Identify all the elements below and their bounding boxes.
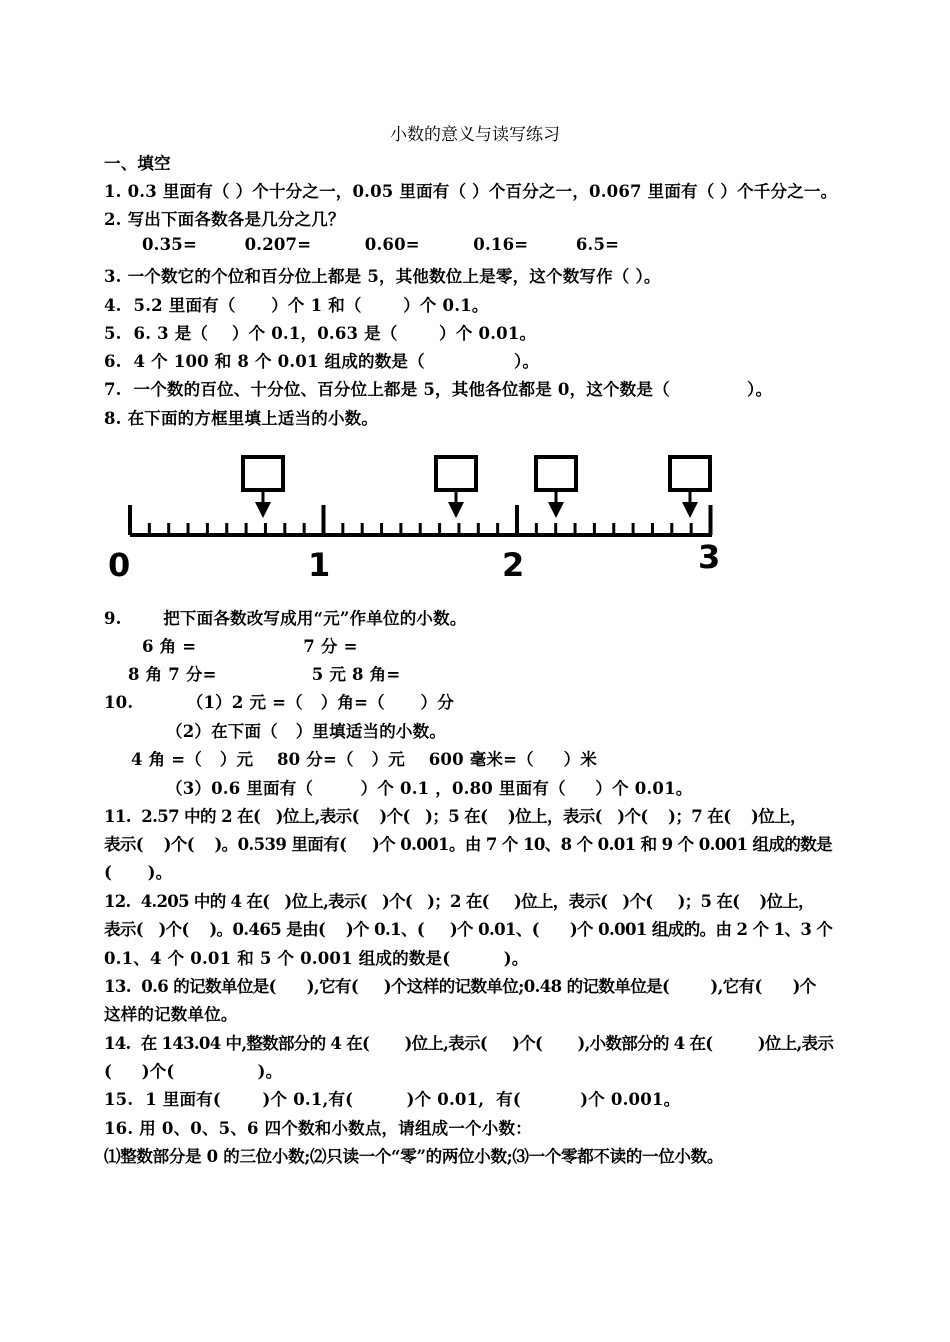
question-9-a: 6 角 = 7 分 = bbox=[142, 637, 358, 656]
number-line-label-0: 0 bbox=[108, 546, 131, 584]
question-13-line-1: 13. 0.6 的记数单位是( ),它有( )个这样的记数单位;0.48 的记数单位是( ),它有( )个 bbox=[104, 977, 816, 996]
question-3: 3. 一个数它的个位和百分位上都是 5，其他数位上是零，这个数写作（ ）。 bbox=[104, 267, 661, 286]
question-5: 5. 6. 3 是（ ）个 0.1，0.63 是（ ）个 0.01。 bbox=[104, 324, 537, 343]
question-9-b: 8 角 7 分= 5 元 8 角= bbox=[128, 665, 401, 684]
question-7: 7. 一个数的百位、十分位、百分位上都是 5，其他各位都是 0，这个数是（ ）。 bbox=[104, 380, 773, 399]
question-16: 16. 用 0、0、5、6 四个数和小数点，请组成一个小数： bbox=[104, 1119, 532, 1138]
answer-box-4 bbox=[670, 457, 710, 518]
question-14-line-1: 14. 在 143.04 中,整数部分的 4 在( )位上,表示( )个( ),小数部分的 4 在( )位上,表示 bbox=[104, 1034, 834, 1053]
question-13-line-2: 这样的记数单位。 bbox=[104, 1005, 238, 1024]
question-11-line-1: 11. 2.57 中的 2 在( )位上,表示( )个( )；5 在( )位上，表示( )个( )；7 在( )位上， bbox=[104, 807, 806, 826]
question-6: 6. 4 个 100 和 8 个 0.01 组成的数是（ ）。 bbox=[104, 352, 540, 371]
question-2-items: 0.35= 0.207= 0.60= 0.16= 6.5= bbox=[142, 235, 620, 254]
question-10-2-items: 4 角 =（ ）元 80 分=（ ）元 600 毫米=（ ）米 bbox=[131, 750, 597, 769]
question-14-line-2: ( )个( )。 bbox=[104, 1062, 283, 1081]
answer-box-1 bbox=[243, 457, 283, 518]
question-4: 4. 5.2 里面有（ ）个 1 和（ ）个 0.1。 bbox=[104, 296, 489, 315]
number-line-figure bbox=[100, 440, 740, 590]
question-10: 10. （1）2 元 =（ ）角=（ ）分 bbox=[104, 693, 454, 712]
number-line-label-2: 2 bbox=[502, 546, 525, 584]
question-12-line-2: 表示( )个( )。0.465 是由( )个 0.1、( )个 0.01、( )个 0.001 组成的。由 2 个 1、3 个 bbox=[104, 920, 833, 939]
question-10-2: （2）在下面（ ）里填适当的小数。 bbox=[166, 722, 447, 741]
section-heading: 一、填空 bbox=[104, 154, 171, 173]
question-1: 1. 0.3 里面有（ ）个十分之一，0.05 里面有（ ）个百分之一，0.067 里面有（ ）个千分之一。 bbox=[104, 182, 838, 201]
question-11-line-2: 表示( )个( )。0.539 里面有( )个 0.001。由 7 个 10、8 个 0.01 和 9 个 0.001 组成的数是 bbox=[104, 835, 833, 854]
number-line-boxes bbox=[243, 457, 710, 518]
answer-box-2 bbox=[436, 457, 476, 518]
number-line-label-1: 1 bbox=[308, 546, 331, 584]
answer-box-3 bbox=[536, 457, 576, 518]
question-12-line-3: 0.1、4 个 0.01 和 5 个 0.001 组成的数是( )。 bbox=[104, 949, 529, 968]
number-line-label-3: 3 bbox=[698, 538, 721, 576]
question-9: 9. 把下面各数改写成用“元”作单位的小数。 bbox=[104, 609, 467, 628]
question-12-line-1: 12. 4.205 中的 4 在( )位上,表示( )个( )；2 在( )位上，表示( )个( )；5 在( )位上， bbox=[104, 892, 814, 911]
number-line-ticks bbox=[130, 505, 711, 535]
question-16-sub: ⑴整数部分是 0 的三位小数;⑵只读一个“零”的两位小数;⑶一个零都不读的一位小数。 bbox=[104, 1147, 724, 1166]
question-11-line-3: ( )。 bbox=[104, 863, 173, 882]
page-title: 小数的意义与读写练习 bbox=[390, 125, 560, 145]
question-10-3: （3）0.6 里面有（ ）个 0.1 ，0.80 里面有（ ）个 0.01。 bbox=[166, 779, 693, 798]
question-15: 15. 1 里面有( )个 0.1,有( )个 0.01, 有( )个 0.001。 bbox=[104, 1090, 681, 1109]
question-2: 2. 写出下面各数各是几分之几？ bbox=[104, 210, 345, 229]
question-8: 8. 在下面的方框里填上适当的小数。 bbox=[104, 409, 379, 428]
